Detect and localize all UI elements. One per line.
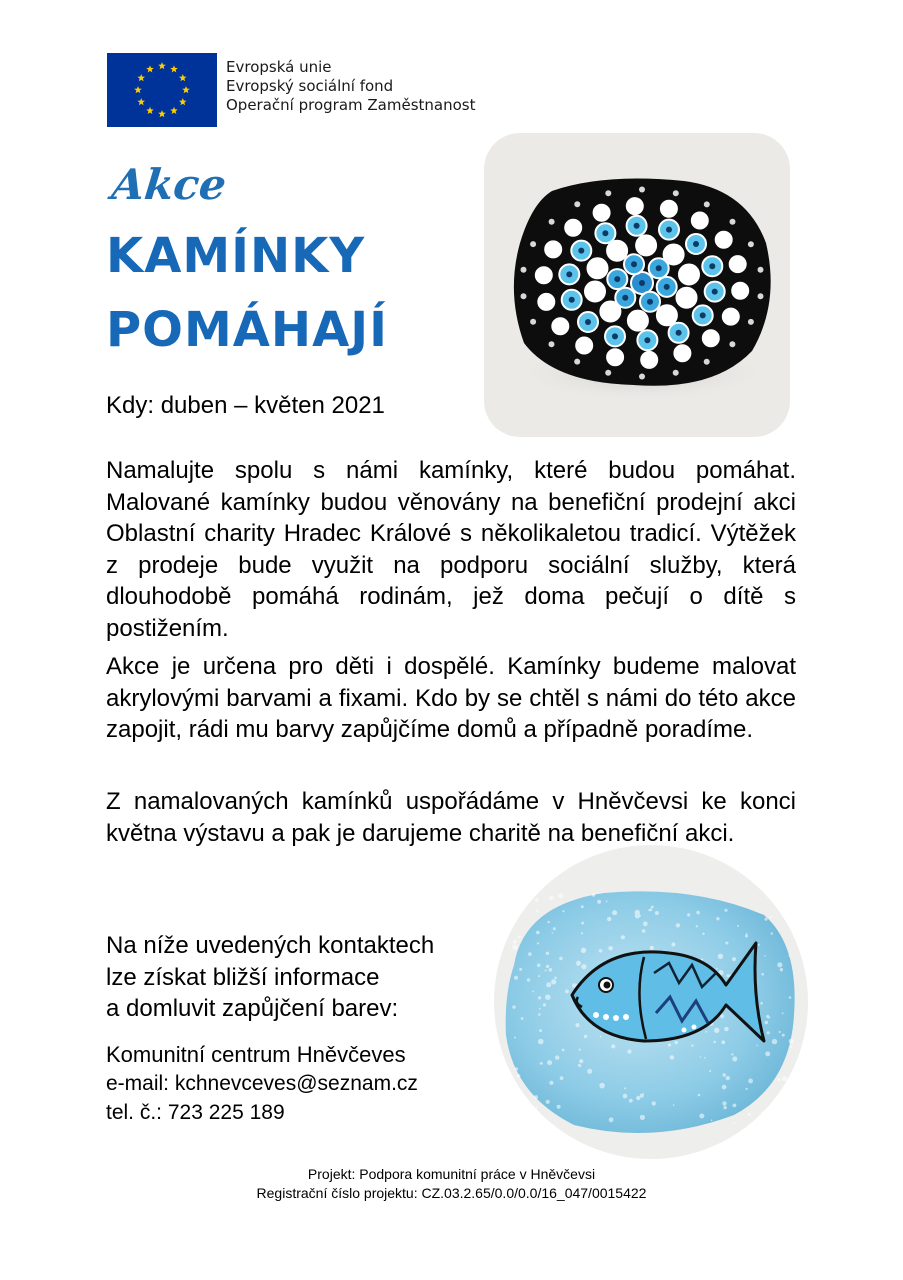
stone-speckle — [700, 1056, 702, 1058]
stone-speckle — [772, 1039, 777, 1044]
stone-speckle — [671, 943, 675, 947]
stone-speckle — [552, 932, 554, 934]
stone-speckle — [718, 954, 723, 959]
stone-speckle — [545, 995, 550, 1000]
stone-dot — [545, 241, 561, 257]
stone-dot — [605, 370, 611, 376]
stone-dot-center — [566, 271, 572, 277]
stone-speckle — [512, 945, 517, 950]
stone-speckle — [779, 1031, 781, 1033]
stone-dot — [565, 220, 581, 236]
stone-dot — [594, 205, 610, 221]
stone-speckle — [554, 977, 557, 980]
stone-speckle — [562, 910, 564, 912]
paragraph-3: Z namalovaných kamínků uspořádáme v Hněvčevsi ke konci května výstavu a pak je darujeme charitě na benefiční akci. — [106, 788, 796, 847]
stone-speckle — [629, 1099, 633, 1103]
contact-intro-line-3: a domluvit zapůjčení barev: — [106, 995, 399, 1022]
stone-speckle — [599, 1083, 605, 1089]
stone-speckle — [581, 932, 583, 934]
stone-dot — [674, 345, 690, 361]
stone-speckle — [584, 1035, 587, 1038]
painted-stone-photo-fish — [494, 845, 808, 1159]
eu-star-icon — [170, 107, 178, 114]
stone-dot — [628, 311, 648, 331]
stone-speckle — [733, 1104, 737, 1108]
stone-speckle — [676, 923, 680, 927]
stone-dot — [730, 256, 746, 272]
stone-dot — [732, 283, 748, 299]
stone-speckle — [724, 1027, 729, 1032]
stone-speckle — [748, 1113, 751, 1116]
stone-speckle — [579, 1059, 583, 1063]
painted-stone-photo-dots — [484, 133, 790, 437]
stone-speckle — [547, 921, 549, 923]
stone-speckle — [535, 1107, 538, 1110]
stone-speckle — [765, 918, 768, 921]
stone-dot — [576, 338, 592, 354]
stone-dot-center — [569, 297, 575, 303]
stone-speckle — [546, 982, 551, 987]
stone-speckle — [696, 911, 700, 915]
stone-speckle — [722, 1101, 726, 1105]
stone-speckle — [783, 1106, 788, 1111]
stone-speckle — [537, 942, 539, 944]
stone-dot-center — [644, 337, 650, 343]
stone-speckle — [720, 1014, 724, 1018]
paragraph-1: Namalujte spolu s námi kamínky, které budou pomáhat. Malované kamínky budou věnovány na benefiční prodejní akci Oblastní charity Hradec Králové s několikaletou tradicí. Výtěžek z prodeje bude využit na podporu sociální služby, která dlouhodobě pomáhá rodinám, jež doma pečují o dítě s postižením. — [106, 457, 796, 642]
stone-dot-center — [578, 248, 584, 254]
stone-speckle — [513, 940, 517, 944]
stone-speckle — [748, 1079, 753, 1084]
stone-dot-center — [585, 319, 591, 325]
stone-speckle — [765, 1051, 770, 1056]
stone-dot — [530, 319, 536, 325]
stone-speckle — [724, 909, 727, 912]
stone-speckle — [608, 946, 613, 951]
stone-dot — [657, 305, 677, 325]
stone-speckle — [780, 968, 783, 971]
stone-speckle — [623, 1094, 628, 1099]
stone-speckle — [538, 1039, 544, 1045]
stone-speckle — [562, 1049, 565, 1052]
eu-stars-icon — [107, 53, 217, 127]
stone-dot — [574, 201, 580, 207]
stone-speckle — [592, 893, 595, 896]
stone-speckle — [699, 1114, 704, 1119]
footer-project: Projekt: Podpora komunitní práce v Hněvčevsi — [307, 1166, 596, 1182]
stone-dot — [748, 241, 754, 247]
stone-speckle — [545, 970, 547, 972]
stone-speckle — [534, 1095, 538, 1099]
stone-speckle — [612, 910, 617, 915]
dotted-stone-image — [484, 133, 790, 437]
paragraph-2: Akce je určena pro děti i dospělé. Kamínky budeme malovat akrylovými barvami a fixami. Kdo by se chtěl s námi do této akce zapojit, rádi mu barvy zapůjčíme domů a případně poradíme. — [106, 653, 796, 743]
stone-speckle — [725, 942, 728, 945]
fish-stone-image — [494, 845, 808, 1159]
stone-speckle — [558, 893, 563, 898]
footer-registration: Registrační číslo projektu: CZ.03.2.65/0.0/0.0/16_047/0015422 — [256, 1185, 647, 1201]
stone-speckle — [732, 957, 736, 961]
stone-speckle — [651, 906, 654, 909]
eu-flag-logo — [107, 53, 217, 127]
stone-speckle — [721, 1040, 725, 1044]
stone-speckle — [698, 1094, 701, 1097]
stone-speckle — [784, 1099, 787, 1102]
eu-star-icon — [170, 65, 178, 72]
stone-speckle — [514, 1037, 516, 1039]
stone-speckle — [521, 1017, 524, 1020]
stone-speckle — [643, 921, 648, 926]
stone-speckle — [606, 900, 608, 902]
eu-star-icon — [179, 98, 187, 105]
stone-speckle — [642, 929, 646, 933]
stone-speckle — [764, 955, 766, 957]
stone-dot-center — [612, 333, 618, 339]
stone-speckle — [549, 896, 554, 901]
eu-star-icon — [179, 74, 187, 81]
stone-speckle — [559, 957, 563, 961]
stone-dot — [664, 245, 684, 265]
stone-dot — [704, 201, 710, 207]
stone-speckle — [607, 917, 611, 921]
stone-speckle — [609, 1117, 614, 1122]
stone-dot — [521, 293, 527, 299]
stone-speckle — [538, 1013, 541, 1016]
eu-star-icon — [134, 86, 142, 93]
stone-speckle — [726, 1076, 730, 1080]
stone-speckle — [716, 917, 719, 920]
stone-dot — [748, 319, 754, 325]
stone-speckle — [655, 911, 659, 915]
contact-intro-line-2: lze získat bližší informace — [106, 963, 380, 991]
stone-dot — [636, 235, 656, 255]
stone-dot — [639, 187, 645, 193]
stone-dot-center — [666, 227, 672, 233]
stone-speckle — [546, 952, 549, 955]
stone-speckle — [642, 1093, 644, 1095]
stone-speckle — [734, 1122, 736, 1124]
stone-speckle — [537, 964, 540, 967]
stone-speckle — [553, 927, 556, 930]
stone-dot-center — [614, 276, 620, 282]
stone-speckle — [549, 1081, 553, 1085]
stone-speckle — [539, 1008, 541, 1010]
stone-speckle — [538, 996, 541, 999]
stone-dot — [704, 359, 710, 365]
eu-star-icon — [137, 98, 145, 105]
stone-speckle — [696, 925, 698, 927]
stone-dot — [538, 294, 554, 310]
stone-dot — [588, 258, 608, 278]
stone-speckle — [731, 1053, 733, 1055]
stone-dot — [716, 232, 732, 248]
stone-speckle — [528, 952, 532, 956]
stone-dot — [530, 241, 536, 247]
title-line-1: KAMÍNKY — [106, 228, 366, 284]
stone-dot — [600, 302, 620, 322]
stone-speckle — [525, 1108, 530, 1113]
stone-dot — [692, 213, 708, 229]
stone-speckle — [517, 1074, 520, 1077]
stone-speckle — [737, 925, 739, 927]
stone-speckle — [770, 916, 772, 918]
stone-speckle — [732, 1057, 737, 1062]
stone-speckle — [746, 1088, 748, 1090]
stone-speckle — [779, 894, 782, 897]
stone-dot-center — [602, 230, 608, 236]
stone-speckle — [702, 933, 704, 935]
stone-speckle — [543, 1003, 546, 1006]
eu-star-icon — [146, 65, 154, 72]
eu-line-3: Operační program Zaměstnanost — [226, 96, 476, 114]
stone-speckle — [581, 964, 586, 969]
eu-star-icon — [158, 110, 166, 117]
stone-speckle — [640, 1115, 645, 1120]
stone-speckle — [782, 1034, 785, 1037]
eu-star-icon — [146, 107, 154, 114]
stone-speckle — [579, 1049, 581, 1051]
stone-speckle — [514, 976, 518, 980]
stone-dot — [673, 370, 679, 376]
eu-star-icon — [137, 74, 145, 81]
stone-dot-center — [709, 263, 715, 269]
stone-dot-center — [639, 280, 645, 286]
stone-dot — [585, 282, 605, 302]
stone-speckle — [668, 1043, 671, 1046]
stone-speckle — [512, 1005, 515, 1008]
stone-speckle — [675, 1041, 678, 1044]
stone-speckle — [722, 1085, 727, 1090]
stone-dot — [607, 349, 623, 365]
stone-dot — [679, 265, 699, 285]
contact-intro-line-1: Na níže uvedených kontaktech — [106, 932, 435, 959]
stone-dot-center — [622, 295, 628, 301]
stone-speckle — [777, 962, 782, 967]
stone-speckle — [546, 1100, 550, 1104]
stone-speckle — [540, 1062, 543, 1065]
stone-dot — [641, 352, 657, 368]
stone-speckle — [745, 935, 748, 938]
contact-intro — [106, 930, 434, 1025]
stone-speckle — [532, 990, 534, 992]
stone-speckle — [576, 1023, 580, 1027]
stone-speckle — [757, 1045, 759, 1047]
eu-star-icon — [182, 86, 190, 93]
footer — [0, 1165, 903, 1203]
stone-dot-center — [634, 223, 640, 229]
stone-speckle — [599, 949, 603, 953]
eu-program-text — [226, 58, 476, 115]
stone-speckle — [790, 1088, 795, 1093]
stone-dot — [627, 198, 643, 214]
contact-organization: Komunitní centrum Hněvčeves — [106, 1042, 406, 1067]
contact-block — [106, 1040, 418, 1127]
stone-speckle — [670, 1055, 674, 1059]
stone-dot — [549, 341, 555, 347]
stone-speckle — [789, 1039, 794, 1044]
stone-speckle — [597, 900, 601, 904]
stone-speckle — [513, 1118, 517, 1122]
stone-speckle — [777, 1078, 780, 1081]
stone-dot — [605, 190, 611, 196]
stone-dot-center — [656, 265, 662, 271]
eu-line-1: Evropská unie — [226, 58, 332, 76]
stone-speckle — [691, 1044, 693, 1046]
stone-speckle — [722, 1073, 726, 1077]
stone-speckle — [551, 979, 556, 984]
stone-speckle — [673, 1104, 675, 1106]
stone-speckle — [587, 1069, 592, 1074]
stone-speckle — [771, 932, 773, 934]
stone-speckle — [723, 1106, 726, 1109]
stone-speckle — [565, 990, 569, 994]
stone-speckle — [789, 955, 791, 957]
stone-dot — [661, 201, 677, 217]
stone-speckle — [784, 912, 789, 917]
stone-speckle — [611, 1044, 615, 1048]
stone-speckle — [539, 1029, 542, 1032]
stone-speckle — [793, 898, 795, 900]
stone-speckle — [711, 1119, 713, 1121]
stone-dot-center — [693, 241, 699, 247]
event-date: Kdy: duben – květen 2021 — [106, 392, 385, 419]
stone-speckle — [581, 922, 584, 925]
contact-email: e-mail: kchnevceves@seznam.cz — [106, 1072, 418, 1095]
akce-heading: Akce — [109, 160, 229, 209]
stone-dot — [730, 219, 736, 225]
stone-speckle — [536, 910, 538, 912]
stone-speckle — [758, 944, 760, 946]
contact-phone: tel. č.: 723 225 189 — [106, 1101, 285, 1124]
stone-dot — [536, 267, 552, 283]
stone-speckle — [547, 1060, 552, 1065]
stone-dot — [723, 309, 739, 325]
stone-speckle — [782, 1012, 784, 1014]
stone-dot — [758, 293, 764, 299]
stone-dot — [673, 190, 679, 196]
stone-speckle — [581, 905, 584, 908]
stone-speckle — [555, 1055, 559, 1059]
stone-dot — [552, 318, 568, 334]
stone-dot — [574, 359, 580, 365]
stone-speckle — [624, 1087, 626, 1089]
eu-line-2: Evropský sociální fond — [226, 77, 394, 95]
stone-speckle — [600, 1036, 602, 1038]
stone-speckle — [782, 1076, 787, 1081]
stone-speckle — [652, 1101, 656, 1105]
stone-speckle — [635, 910, 640, 915]
stone-speckle — [621, 935, 625, 939]
stone-dot — [758, 267, 764, 273]
stone-dot-center — [712, 289, 718, 295]
stone-speckle — [577, 963, 580, 966]
stone-dot-center — [631, 261, 637, 267]
stone-dot — [607, 241, 627, 261]
stone-speckle — [527, 978, 530, 981]
stone-speckle — [535, 898, 539, 902]
stone-dot-center — [676, 330, 682, 336]
stone-speckle — [713, 1041, 716, 1044]
stone-speckle — [768, 1016, 771, 1019]
stone-speckle — [716, 968, 718, 970]
stone-speckle — [761, 973, 764, 976]
stone-speckle — [790, 1045, 792, 1047]
stone-speckle — [765, 1021, 769, 1025]
stone-speckle — [560, 1076, 564, 1080]
stone-speckle — [704, 1057, 706, 1059]
stone-dot — [729, 341, 735, 347]
stone-speckle — [578, 1064, 581, 1067]
stone-speckle — [518, 936, 521, 939]
stone-dot — [639, 374, 645, 380]
stone-speckle — [709, 1070, 711, 1072]
stone-speckle — [627, 1050, 631, 1054]
stone-speckle — [648, 909, 650, 911]
stone-speckle — [557, 1105, 561, 1109]
stone-speckle — [538, 975, 540, 977]
stone-dot — [703, 330, 719, 346]
stone-speckle — [636, 1096, 640, 1100]
stone-dot-center — [647, 299, 653, 305]
title-line-2: POMÁHAJÍ — [106, 302, 388, 358]
stone-speckle — [581, 948, 586, 953]
stone-speckle — [746, 933, 748, 935]
stone-dot-center — [700, 312, 706, 318]
stone-dot — [549, 219, 555, 225]
stone-speckle — [549, 968, 553, 972]
stone-speckle — [515, 1067, 518, 1070]
stone-dot — [677, 288, 697, 308]
stone-speckle — [726, 974, 729, 977]
stone-speckle — [705, 1031, 707, 1033]
stone-speckle — [789, 996, 792, 999]
stone-speckle — [761, 1111, 764, 1114]
stone-speckle — [536, 931, 540, 935]
stone-speckle — [519, 968, 522, 971]
stone-speckle — [546, 965, 549, 968]
stone-speckle — [760, 1002, 763, 1005]
stone-dot — [521, 267, 527, 273]
stone-speckle — [650, 946, 654, 950]
eu-star-icon — [158, 62, 166, 69]
stone-speckle — [714, 1028, 719, 1033]
stone-dot-center — [664, 284, 670, 290]
stone-speckle — [687, 913, 690, 916]
stone-speckle — [767, 1031, 770, 1034]
